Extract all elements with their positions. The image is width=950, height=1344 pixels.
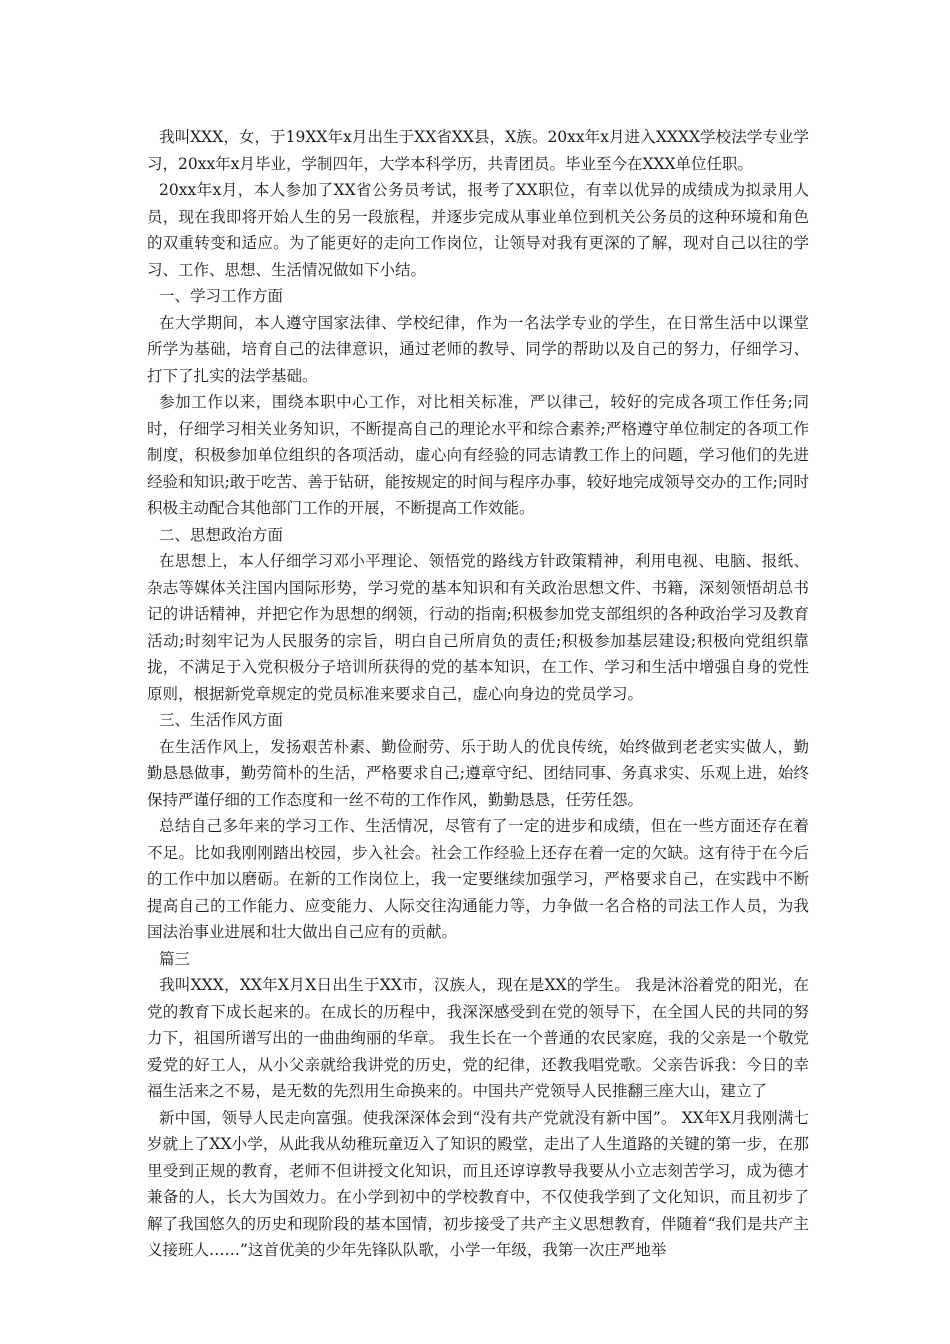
paragraph-part-three-intro: 我叫XXX，XX年X月X日出生于XX市，汉族人，现在是XX的学生。 我是沐浴着党的阳光，在党的教育下成长起来的。在成长的历程中，我深深感受到在党的领导下，在全国人民的共同的努力下，祖国所谱写出的一曲曲绚丽的华章。 我生长在一个普通的农民家庭，我的父亲是一个敬党爱党的好工人，从小父亲就给我讲党的历史，党的纪律，还教我唱党歌。父亲告诉我：今日的幸福生活来之不易，是无数的先烈用生命换来的。中国共产党领导人民推翻三座大山，建立了 bbox=[147, 976, 809, 1100]
paragraph-intro: 我叫XXX，女，于19XX年x月出生于XX省XX县，X族。20xx年x月进入XXXX学校法学专业学习，20xx年x月毕业，学制四年，大学本科学历，共青团员。毕业至今在XXX单位任职。 bbox=[147, 128, 809, 173]
section-heading-study-work: 一、学习工作方面 bbox=[159, 287, 284, 305]
paragraph-political: 在思想上，本人仔细学习邓小平理论、领悟党的路线方针政策精神，利用电视、电脑、报纸、杂志等媒体关注国内国际形势，学习党的基本知识和有关政治思想文件、书籍，深刻领悟胡总书记的讲话精神，并把它作为思想的纲领，行动的指南;积极参加党支部组织的各种政治学习及教育活动;时刻牢记为人民服务的宗旨，明白自己所肩负的责任;积极参加基层建设;积极向党组织靠拢，不满足于入党积极分子培训所获得的党的基本知识，在工作、学习和生活中增强自身的党性原则，根据新党章规定的党员标准来要求自己，虚心向身边的党员学习。 bbox=[147, 552, 809, 703]
paragraph-part-three-school: 新中国，领导人民走向富强。使我深深体会到“没有共产党就没有新中国”。 XX年X月我刚满七岁就上了XX小学，从此我从幼稚玩童迈入了知识的殿堂，走出了人生道路的关键的第一步，在那里受到正规的教育，老师不但讲授文化知识，而且还谆谆教导我要从小立志刻苦学习，成为德才兼备的人，长大为国效力。在小学到初中的学校教育中，不仅使我学到了文化知识，而且初步了解了我国悠久的历史和现阶段的基本国情，初步接受了共产主义思想教育，伴随着“我们是共产主义接班人……”这首优美的少年先锋队队歌，小学一年级，我第一次庄严地举 bbox=[147, 1108, 809, 1259]
paragraph-lifestyle: 在生活作风上，发扬艰苦朴素、勤俭耐劳、乐于助人的优良传统，始终做到老老实实做人，勤勤恳恳做事，勤劳简朴的生活，严格要求自己;遵章守纪、团结同事、务真求实、乐观上进，始终保持严谨仔细的工作态度和一丝不苟的工作作风，勤勤恳恳，任劳任怨。 bbox=[147, 737, 809, 809]
paragraph-work: 参加工作以来，围绕本职中心工作，对比相关标准，严以律己，较好的完成各项工作任务;同时，仔细学习相关业务知识，不断提高自己的理论水平和综合素养;严格遵守单位制定的各项工作制度，积极参加单位组织的各项活动，虚心向有经验的同志请教工作上的问题，学习他们的先进经验和知识;敢于吃苦、善于钻研，能按规定的时间与程序办事，较好地完成领导交办的工作;同时积极主动配合其他部门工作的开展，不断提高工作效能。 bbox=[147, 393, 809, 517]
paragraph-university: 在大学期间，本人遵守国家法律、学校纪律，作为一名法学专业的学生，在日常生活中以课堂所学为基础，培育自己的法律意识，通过老师的教导、同学的帮助以及自己的努力，仔细学习、打下了扎实的法学基础。 bbox=[147, 313, 809, 385]
section-heading-political: 二、思想政治方面 bbox=[159, 525, 284, 544]
document-body bbox=[147, 124, 809, 1264]
paragraph-exam: 20xx年x月，本人参加了XX省公务员考试，报考了XX职位，有幸以优异的成绩成为拟录用人员，现在我即将开始人生的另一段旅程，并逐步完成从事业单位到机关公务员的这种环境和角色的双重转变和适应。为了能更好的走向工作岗位，让领导对我有更深的了解，现对自己以往的学习、工作、思想、生活情况做如下小结。 bbox=[147, 181, 809, 279]
paragraph-summary: 总结自己多年来的学习工作、生活情况，尽管有了一定的进步和成绩，但在一些方面还存在着不足。比如我刚刚踏出校园，步入社会。社会工作经验上还存在着一定的欠缺。这有待于在今后的工作中加以磨砺。在新的工作岗位上，我一定要继续加强学习，严格要求自己，在实践中不断提高自己的工作能力、应变能力、人际交往沟通能力等，力争做一名合格的司法工作人员，为我国法治事业进展和壮大做出自己应有的贡献。 bbox=[147, 817, 809, 941]
section-heading-part-three: 篇三 bbox=[159, 949, 191, 968]
section-heading-lifestyle: 三、生活作风方面 bbox=[159, 711, 284, 729]
